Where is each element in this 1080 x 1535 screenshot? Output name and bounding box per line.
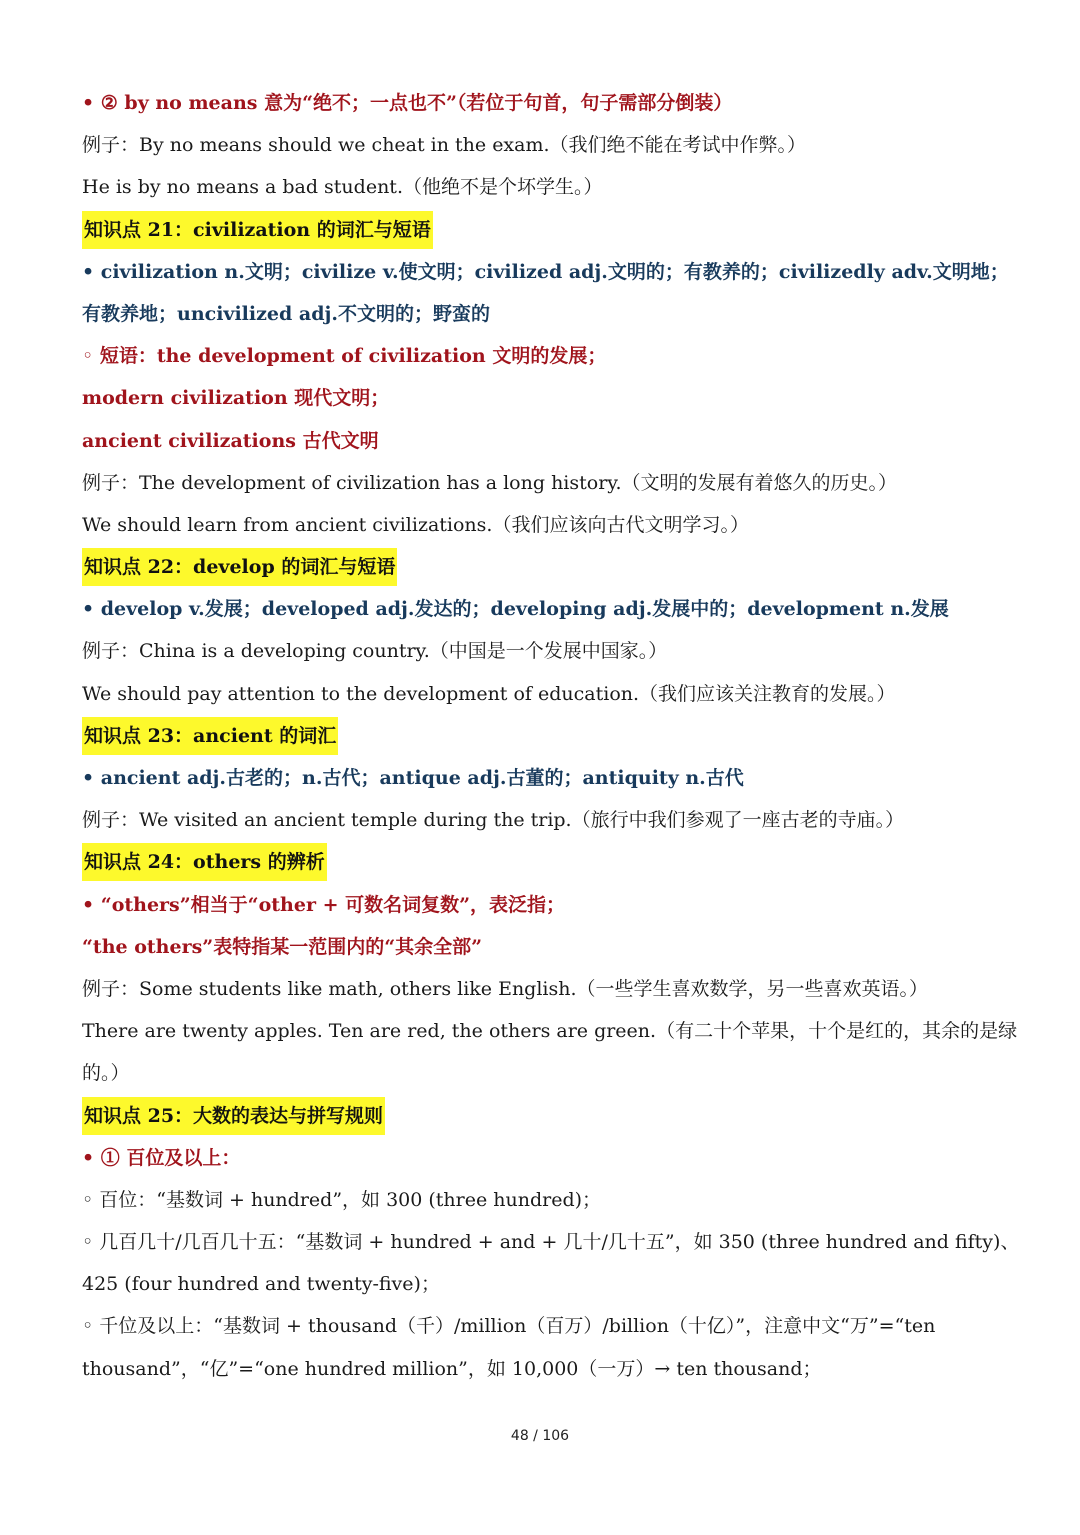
line-text: • develop v.发展；developed adj.发达的；developing adj.发展中的；development n.发展 [82, 598, 949, 621]
line-text: We should learn from ancient civilizations.（我们应该向古代文明学习。） [82, 513, 749, 536]
text-line [82, 884, 1022, 926]
line-text: ◦ 千位及以上：“基数词 + thousand（千）/million（百万）/billion（十亿）”，注意中文“万”=“ten [82, 1315, 936, 1338]
text-line [82, 799, 1022, 841]
text-line [82, 124, 1022, 166]
line-text: 的。） [82, 1062, 130, 1085]
line-text: 例子：We visited an ancient temple during the trip.（旅行中我们参观了一座古老的寺庙。） [82, 809, 905, 832]
line-text: • ancient adj.古老的；n.古代；antique adj.古董的；antiquity n.古代 [82, 767, 744, 789]
heading-text: 知识点 21：civilization 的词汇与短语 [82, 211, 433, 249]
section-heading [82, 1095, 1022, 1137]
text-line [82, 630, 1022, 672]
line-text: ◦ 百位：“基数词 + hundred”，如 300 (three hundred)； [82, 1188, 602, 1211]
line-text: “the others”表特指某一范围内的“其余全部” [82, 935, 483, 958]
text-line [82, 588, 1022, 630]
heading-text: 知识点 25：大数的表达与拼写规则 [82, 1097, 385, 1135]
document-page [82, 82, 1022, 1390]
line-text: 例子：By no means should we cheat in the exam.（我们绝不能在考试中作弊。） [82, 134, 807, 157]
text-line [82, 335, 1022, 377]
line-text: There are twenty apples. Ten are red, the others are green.（有二十个苹果，十个是红的，其余的是绿 [82, 1020, 1018, 1043]
text-line [82, 420, 1022, 462]
line-text: We should pay attention to the development of education.（我们应该关注教育的发展。） [82, 682, 896, 705]
heading-text: 知识点 24：others 的辨析 [82, 843, 327, 881]
text-line [82, 968, 1022, 1010]
text-line [82, 504, 1022, 546]
section-heading [82, 546, 1022, 588]
section-heading [82, 209, 1022, 251]
text-line [82, 1179, 1022, 1221]
line-text: ◦ 几百几十/几百几十五：“基数词 + hundred + and + 几十/几十五”，如 350 (three hundred and fifty)、 [82, 1231, 1020, 1254]
text-line [82, 293, 1022, 335]
line-text: • ② by no means 意为“绝不；一点也不”（若位于句首，句子需部分倒装） [82, 92, 733, 114]
line-text: modern civilization 现代文明； [82, 387, 390, 410]
line-text: thousand”，“亿”=“one hundred million”，如 10,000（一万）→ ten thousand； [82, 1357, 822, 1380]
line-text: 有教养地；uncivilized adj.不文明的；野蛮的 [82, 302, 490, 325]
line-text: ◦ 短语：the development of civilization 文明的发展； [82, 345, 607, 368]
text-line [82, 1010, 1022, 1052]
line-text: • civilization n.文明；civilize v.使文明；civilized adj.文明的；有教养的；civilizedly adv.文明地； [82, 260, 1009, 283]
text-line [82, 377, 1022, 419]
line-text: • “others”相当于“other + 可数名词复数”，表泛指； [82, 893, 566, 916]
text-line [82, 1137, 1022, 1179]
line-text: 例子：Some students like math, others like English.（一些学生喜欢数学，另一些喜欢英语。） [82, 977, 929, 1000]
text-line [82, 166, 1022, 208]
text-line [82, 82, 1022, 124]
text-line [82, 1305, 1022, 1347]
page-number: 48 / 106 [510, 1428, 570, 1444]
text-line [82, 673, 1022, 715]
line-text: 425 (four hundred and twenty-five)； [82, 1273, 440, 1296]
section-heading [82, 841, 1022, 883]
text-line [82, 251, 1022, 293]
text-line [82, 1263, 1022, 1305]
heading-text: 知识点 23：ancient 的词汇 [82, 717, 338, 755]
text-line [82, 1221, 1022, 1263]
line-text: He is by no means a bad student.（他绝不是个坏学生。） [82, 176, 603, 199]
text-line [82, 1052, 1022, 1094]
text-line [82, 757, 1022, 799]
line-text: 例子：The development of civilization has a long history.（文明的发展有着悠久的历史。） [82, 471, 898, 494]
heading-text: 知识点 22：develop 的词汇与短语 [82, 548, 397, 586]
text-line [82, 926, 1022, 968]
text-line [82, 1348, 1022, 1390]
line-text: 例子：China is a developing country.（中国是一个发展中国家。） [82, 640, 668, 663]
section-heading [82, 715, 1022, 757]
line-text: • ① 百位及以上： [82, 1146, 241, 1169]
text-line [82, 462, 1022, 504]
line-text: ancient civilizations 古代文明 [82, 429, 379, 452]
